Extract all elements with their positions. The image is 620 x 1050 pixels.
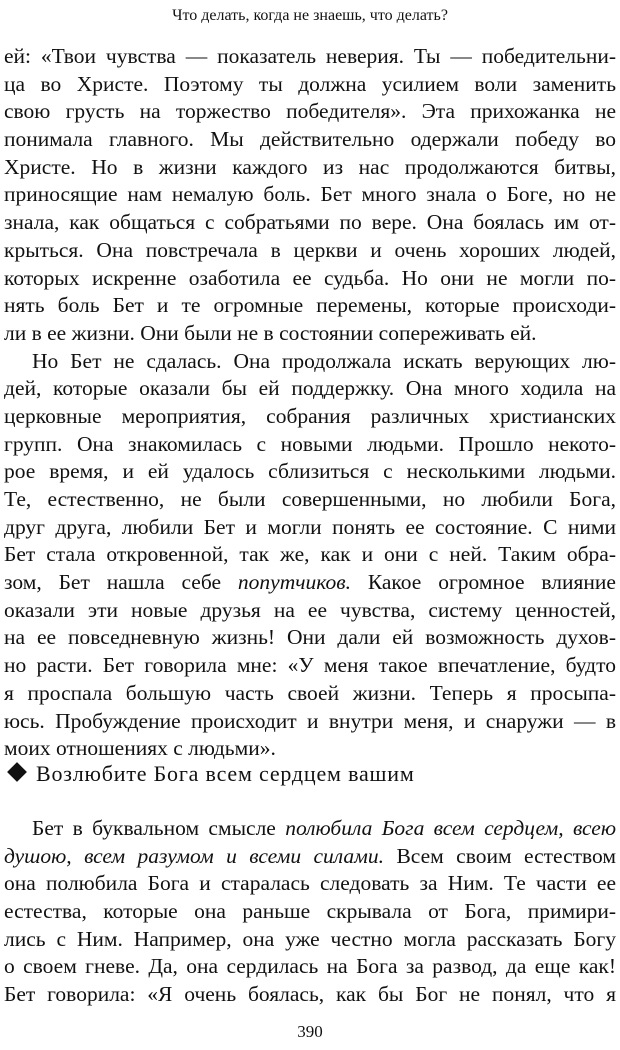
text-line: нять боль Бет и те огромные перемены, которые происходи-: [4, 293, 616, 318]
body-text: [4, 43, 616, 763]
text-line: она полюбила Бога и старалась следовать за Ним. Те части ее: [4, 871, 616, 896]
text-line: я проспала большую часть своей жизни. Теперь я просыпа-: [4, 680, 616, 705]
italic-phrase: душою, всем разумом и всеми силами.: [4, 843, 385, 868]
text-line: душою, всем разумом и всеми силами. Всем своим естеством: [4, 843, 616, 868]
text-line: Но Бет не сдалась. Она продолжала искать верующих лю-: [32, 348, 616, 373]
text-line: Те, естественно, не были совершенными, но любили Бога,: [4, 487, 616, 511]
text-line: церковные мероприятия, собрания различных христианских: [4, 403, 616, 428]
italic-phrase: попутчиков.: [237, 570, 351, 595]
page-number: 390: [297, 1022, 323, 1041]
text-line: дей, которые оказали бы ей поддержку. Она много ходила на: [4, 376, 616, 401]
section-title: Возлюбите Бога всем сердцем вашим: [36, 761, 415, 786]
section-heading: [4, 760, 616, 788]
text-line: о своем гневе. Да, она сердилась на Бога за развод, да еще как!: [4, 954, 616, 979]
text-line: ца во Христе. Поэтому ты должна усилием воли заменить: [4, 71, 616, 96]
text-line: Христе. Но в жизни каждого из нас продолжаются битвы,: [4, 154, 616, 179]
text-line: Бет в буквальном смысле полюбила Бога всем сердцем, всею: [32, 816, 616, 840]
text-line: крыться. Она повстречала в церкви и очень хороших людей,: [4, 237, 616, 262]
text-line: зом, Бет нашла себе попутчиков. Какое огромное влияние: [4, 570, 616, 595]
text-line: ей: «Твои чувства — показатель неверия. Ты — победительни-: [4, 44, 616, 68]
italic-phrase: полюбила Бога всем сердцем, всею: [285, 816, 616, 840]
text-line: моих отношениях с людьми».: [4, 736, 276, 761]
text-line: на ее повседневную жизнь! Они дали ей возможность духов-: [4, 625, 616, 650]
text-line: но расти. Бет говорила мне: «У меня такое впечатление, будто: [4, 653, 616, 678]
paragraph-2: [4, 348, 616, 763]
text-line: Бет говорила: «Я очень боялась, как бы Бог не понял, что я: [4, 982, 616, 1007]
text-line: ли в ее жизни. Они были не в состоянии сопереживать ей.: [4, 320, 537, 345]
text-line: приносящие нам немалую боль. Бет много знала о Боге, но не: [4, 182, 616, 207]
paragraph-3: [4, 815, 616, 1009]
text-line: лись с Ним. Например, она уже честно могла рассказать Богу: [4, 926, 616, 951]
text-line: понимала главного. Мы действительно одержали победу во: [4, 127, 616, 152]
text-line: знала, как общаться с собратьями по вере. Она боялась им от-: [4, 210, 616, 235]
text-line: юсь. Пробуждение происходит и внутри меня, и снаружи — в: [4, 708, 616, 733]
diamond-bullet-icon: [7, 762, 27, 782]
text-line: оказали эти новые друзья на ее чувства, систему ценностей,: [4, 597, 616, 622]
text-line: друг друга, любили Бет и могли понять ее состояние. С ними: [4, 514, 616, 539]
text-line: рое время, и ей удалось сблизиться с несколькими людьми.: [4, 459, 616, 484]
running-header: Что делать, когда не знаешь, что делать?: [172, 7, 448, 24]
text-line: которых искренне озаботила ее судьба. Но они не могли по-: [4, 265, 616, 290]
text-line: Бет стала откровенной, так же, как и они с ней. Таким обра-: [4, 542, 616, 567]
text-line: групп. Она знакомилась с новыми людьми. Прошло некото-: [4, 431, 616, 456]
paragraph-1: [4, 43, 616, 348]
text-line: естества, которые она раньше скрывала от Бога, примири-: [4, 899, 616, 924]
text-line: свою грусть на торжество победителя». Эта прихожанка не: [4, 99, 616, 124]
